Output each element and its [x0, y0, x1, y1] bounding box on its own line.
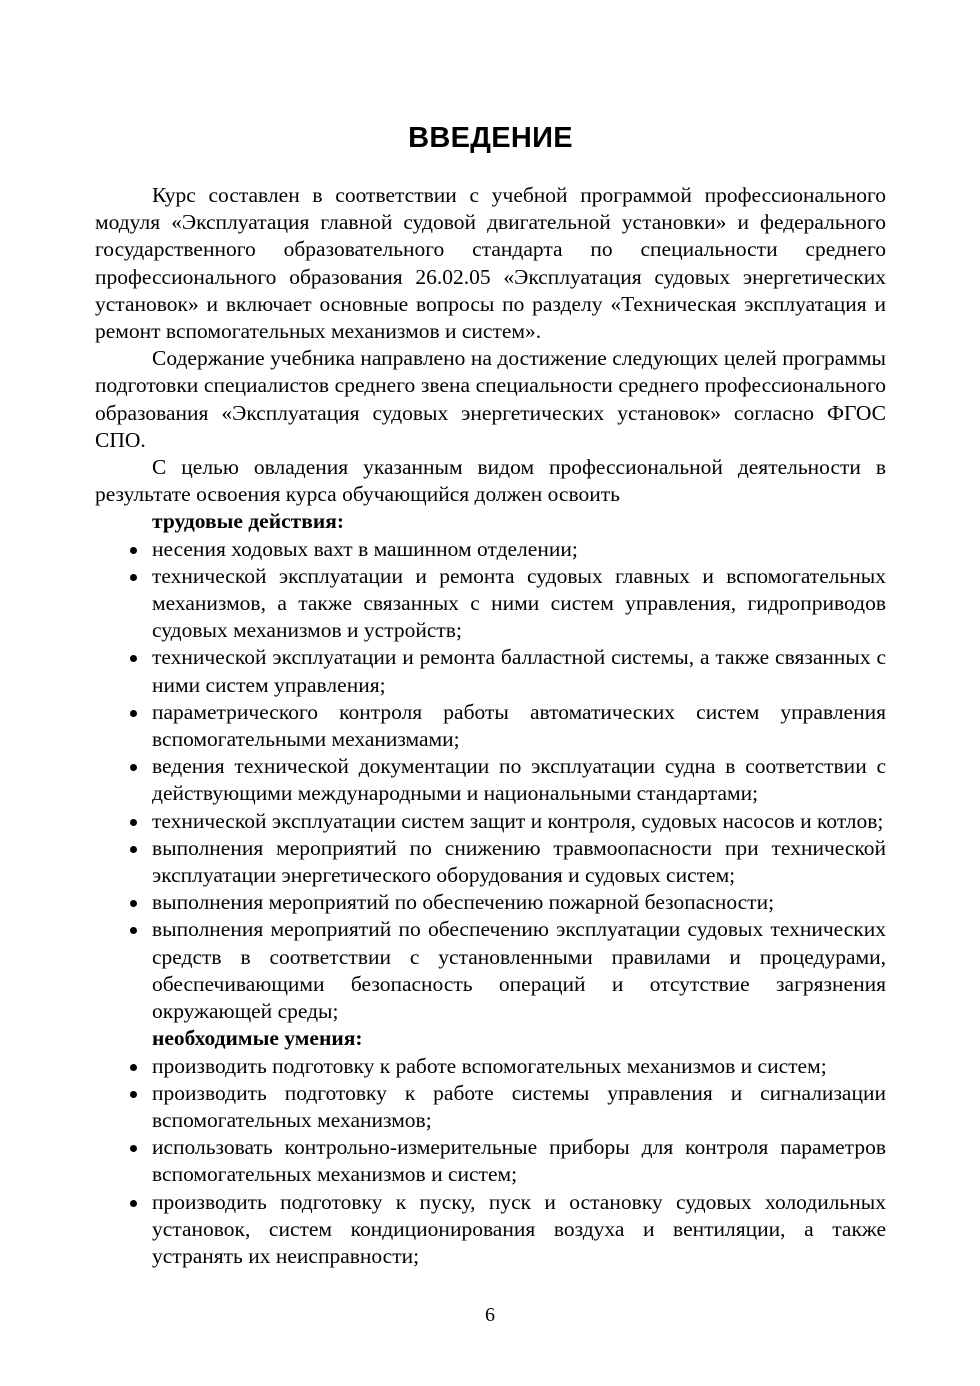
bullet-icon [130, 1200, 137, 1207]
list-item: выполнения мероприятий по обеспечению пожарной безопасности; [95, 889, 886, 916]
list-item: выполнения мероприятий по снижению травмоопасности при технической эксплуатации энергетического оборудования и судовых систем; [95, 835, 886, 889]
bullet-icon [130, 900, 137, 907]
list-item: использовать контрольно-измерительные приборы для контроля параметров вспомогательных механизмов и систем; [95, 1134, 886, 1188]
labor-actions-list [95, 536, 886, 1026]
intro-paragraph-1: Курс составлен в соответствии с учебной программой профессионального модуля «Эксплуатация главной судовой двигательной установки» и федерального государственного образовательного стандарта по специальности среднего профессионального образования 26.02.05 «Эксплуатация судовых энергетических установок» и включает основные вопросы по разделу «Техническая эксплуатация и ремонт вспомогательных механизмов и систем». [95, 183, 886, 344]
list-item: выполнения мероприятий по обеспечению эксплуатации судовых технических средств в соответствии с установленными правилами и процедурами, обеспечивающими безопасность операций и отсутствие загрязнения окружающей среды; [95, 916, 886, 1025]
list-item: несения ходовых вахт в машинном отделении; [95, 536, 886, 563]
bullet-icon [130, 710, 137, 717]
bullet-icon [130, 927, 137, 934]
intro-paragraph-3: С целью овладения указанным видом профессиональной деятельности в результате освоения курса обучающийся должен освоить [95, 455, 886, 507]
list-item: производить подготовку к пуску, пуск и остановку судовых холодильных установок, систем кондиционирования воздуха и вентиляции, а также устранять их неисправности; [95, 1189, 886, 1271]
bullet-icon [130, 574, 137, 581]
bullet-icon [130, 547, 137, 554]
page-title: ВВЕДЕНИЕ [408, 122, 573, 154]
list-item: технической эксплуатации и ремонта балластной системы, а также связанных с ними систем управления; [95, 644, 886, 698]
intro-paragraph-2: Содержание учебника направлено на достижение следующих целей программы подготовки специалистов среднего звена специальности среднего профессионального образования «Эксплуатация судовых энергетических установок» согласно ФГОС СПО. [95, 346, 886, 452]
required-skills-list [95, 1053, 886, 1271]
list-item: технической эксплуатации и ремонта судовых главных и вспомогательных механизмов, а также связанных с ними систем управления, гидроприводов судовых механизмов и устройств; [95, 563, 886, 645]
bullet-icon [130, 819, 137, 826]
bullet-icon [130, 655, 137, 662]
bullet-icon [130, 1145, 137, 1152]
list-item: параметрического контроля работы автоматических систем управления вспомогательными механизмами; [95, 699, 886, 753]
list-item: ведения технической документации по эксплуатации судна в соответствии с действующими международными и национальными стандартами; [95, 753, 886, 807]
list-item: производить подготовку к работе системы управления и сигнализации вспомогательных механизмов; [95, 1080, 886, 1134]
bullet-icon [130, 1064, 137, 1071]
bullet-icon [130, 1091, 137, 1098]
page-number: 6 [485, 1304, 495, 1326]
required-skills-heading: необходимые умения: [152, 1026, 363, 1051]
bullet-icon [130, 846, 137, 853]
list-item: производить подготовку к работе вспомогательных механизмов и систем; [95, 1053, 886, 1080]
bullet-icon [130, 764, 137, 771]
labor-actions-heading: трудовые действия: [152, 509, 344, 534]
list-item: технической эксплуатации систем защит и контроля, судовых насосов и котлов; [95, 808, 886, 835]
document-page [95, 118, 886, 1270]
